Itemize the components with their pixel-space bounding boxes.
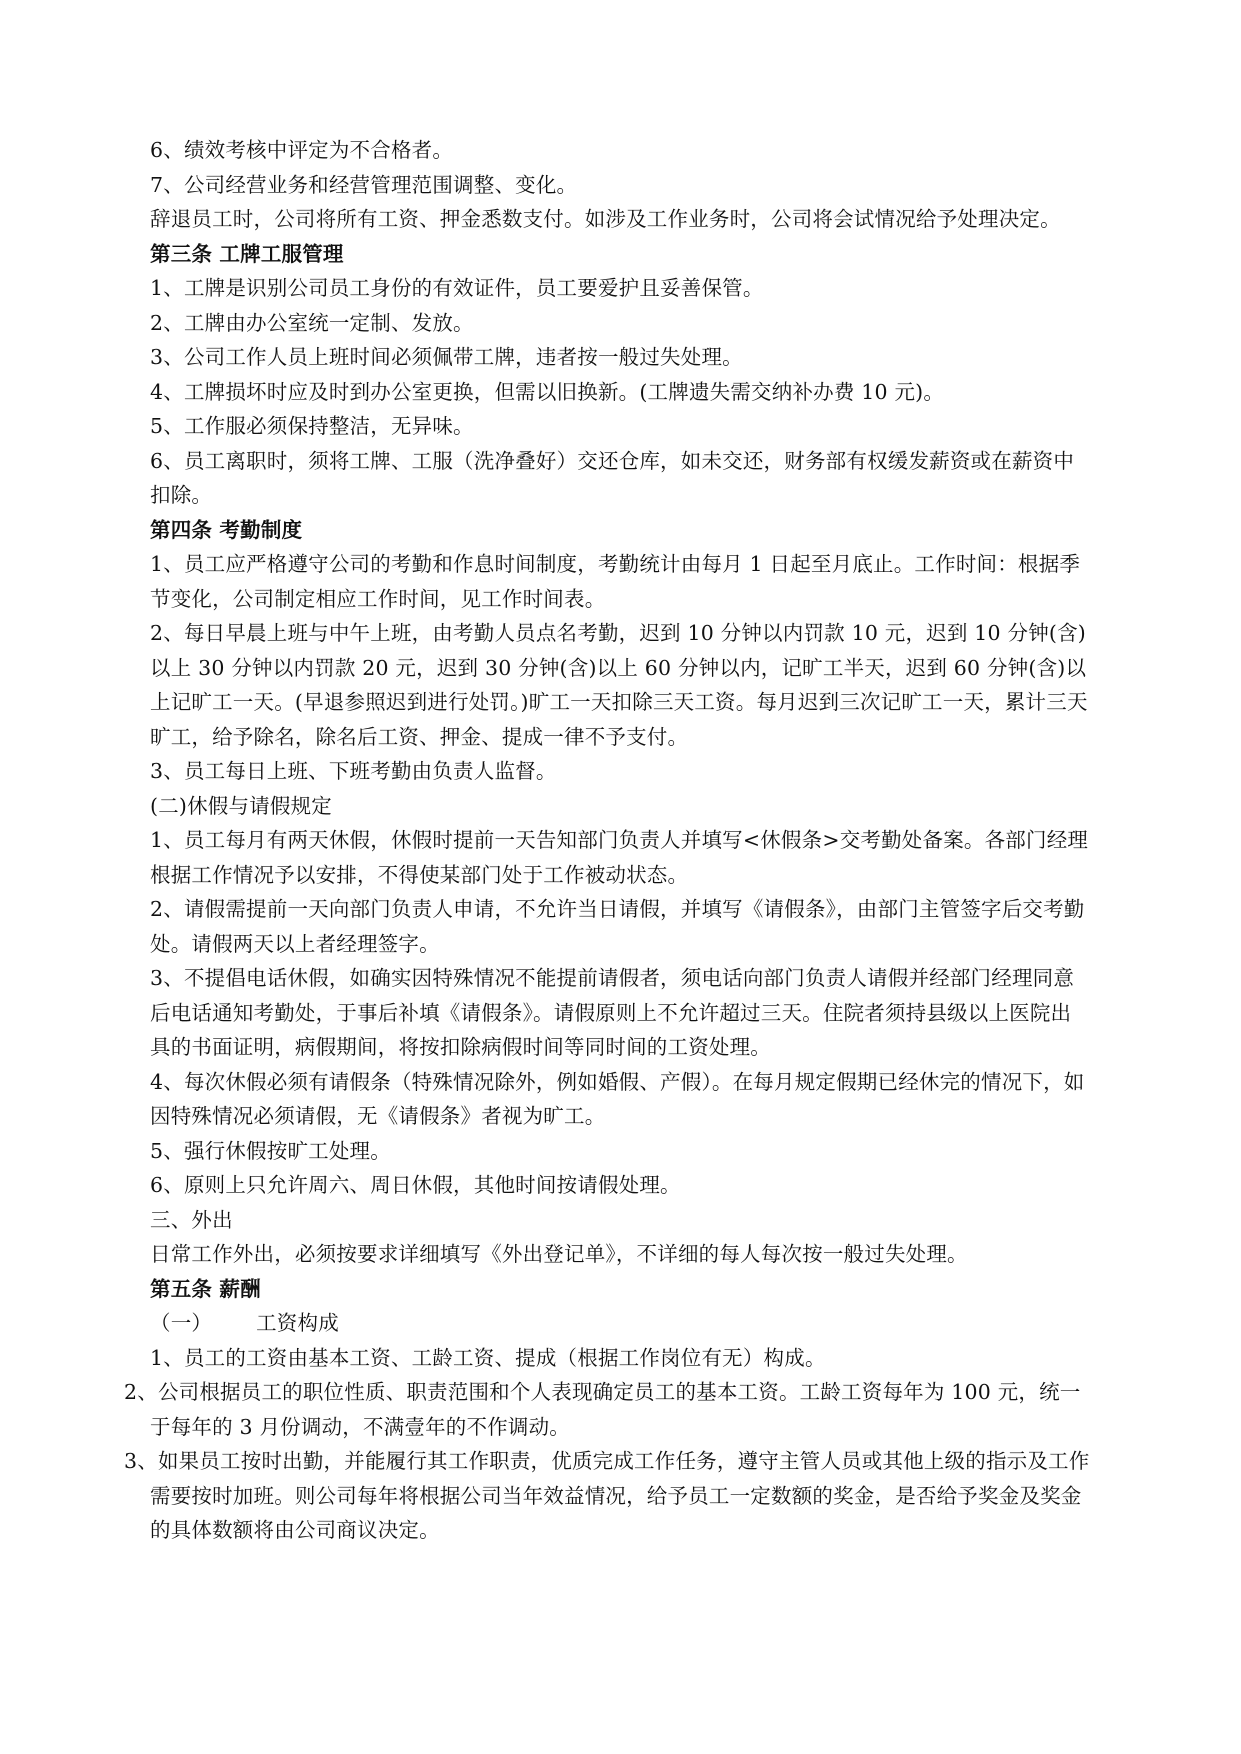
list-item: 3、如果员工按时出勤，并能履行其工作职责，优质完成工作任务，遵守主管人员或其他上级的指示及工作需要按时加班。则公司每年将根据公司当年效益情况，给予员工一定数额的奖金，是否给予奖金及奖金的具体数额将由公司商议决定。	[124, 1449, 1090, 1542]
article-5-heading: 第五条 薪酬	[150, 1276, 261, 1301]
list-item: 3、不提倡电话休假，如确实因特殊情况不能提前请假者，须电话向部门负责人请假并经部门经理同意后电话通知考勤处，于事后补填《请假条》。请假原则上不允许超过三天。住院者须持县级以上医院出具的书面证明，病假期间，将按扣除病假时间等同时间的工资处理。	[150, 966, 1075, 1059]
paragraph: 日常工作外出，必须按要求详细填写《外出登记单》，不详细的每人每次按一般过失处理。	[150, 1242, 968, 1266]
list-item: 5、强行休假按旷工处理。	[150, 1138, 391, 1163]
article-3-heading: 第三条 工牌工服管理	[150, 241, 344, 266]
list-item: 4、每次休假必须有请假条（特殊情况除外，例如婚假、产假）。在每月规定假期已经休完的情况下，如因特殊情况必须请假，无《请假条》者视为旷工。	[150, 1069, 1085, 1128]
list-item: 2、工牌由办公室统一定制、发放。	[150, 310, 474, 335]
list-item: 2、请假需提前一天向部门负责人申请，不允许当日请假，并填写《请假条》，由部门主管签字后交考勤处。请假两天以上者经理签字。	[150, 897, 1085, 956]
list-item: 1、员工的工资由基本工资、工龄工资、提成（根据工作岗位有无）构成。	[150, 1345, 826, 1370]
paragraph: 6、绩效考核中评定为不合格者。	[150, 138, 454, 162]
list-item: 6、员工离职时，须将工牌、工服（洗净叠好）交还仓库，如未交还，财务部有权缓发薪资或在薪资中扣除。	[150, 448, 1075, 507]
list-item: 5、工作服必须保持整洁，无异味。	[150, 414, 474, 438]
list-item: 2、公司根据员工的职位性质、职责范围和个人表现确定员工的基本工资。工龄工资每年为 100 元，统一于每年的 3 月份调动，不满壹年的不作调动。	[124, 1380, 1081, 1439]
paragraph: 7、公司经营业务和经营管理范围调整、变化。	[150, 172, 578, 197]
section-title: 工资构成	[256, 1311, 339, 1335]
paragraph: 辞退员工时，公司将所有工资、押金悉数支付。如涉及工作业务时，公司将会试情况给予处理决定。	[150, 207, 1061, 231]
sub-heading: 三、外出	[150, 1207, 233, 1232]
document-body	[124, 133, 1090, 1548]
list-item: 3、公司工作人员上班时间必须佩带工牌，违者按一般过失处理。	[150, 345, 743, 369]
list-item: 1、员工每月有两天休假，休假时提前一天告知部门负责人并填写<休假条>交考勤处备案。各部门经理根据工作情况予以安排，不得使某部门处于工作被动状态。	[150, 828, 1089, 887]
article-4-heading: 第四条 考勤制度	[150, 517, 303, 542]
sub-heading: (二)休假与请假规定	[150, 793, 332, 818]
list-item: 1、工牌是识别公司员工身份的有效证件，员工要爱护且妥善保管。	[150, 276, 764, 300]
section-number: （一）	[150, 1311, 213, 1335]
list-item: 1、员工应严格遵守公司的考勤和作息时间制度，考勤统计由每月 1 日起至月底止。工作时间：根据季节变化，公司制定相应工作时间，见工作时间表。	[150, 552, 1081, 611]
list-item: 6、原则上只允许周六、周日休假，其他时间按请假处理。	[150, 1173, 681, 1197]
section-heading	[150, 1306, 1090, 1341]
list-item: 2、每日早晨上班与中午上班，由考勤人员点名考勤，迟到 10 分钟以内罚款 10 元，迟到 10 分钟(含)以上 30 分钟以内罚款 20 元，迟到 30 分钟(含)以上 60 分钟以内，记旷工半天，迟到 60 分钟(含)以上记旷工一天。(早退参照迟到进行处罚。)旷工一天扣除三天工资。每月迟到三次记旷工一天，累计三天旷工，给予除名，除名后工资、押金、提成一律不予支付。	[150, 621, 1088, 749]
list-item: 4、工牌损坏时应及时到办公室更换，但需以旧换新。(工牌遗失需交纳补办费 10 元)。	[150, 379, 945, 404]
list-item: 3、员工每日上班、下班考勤由负责人监督。	[150, 759, 557, 783]
